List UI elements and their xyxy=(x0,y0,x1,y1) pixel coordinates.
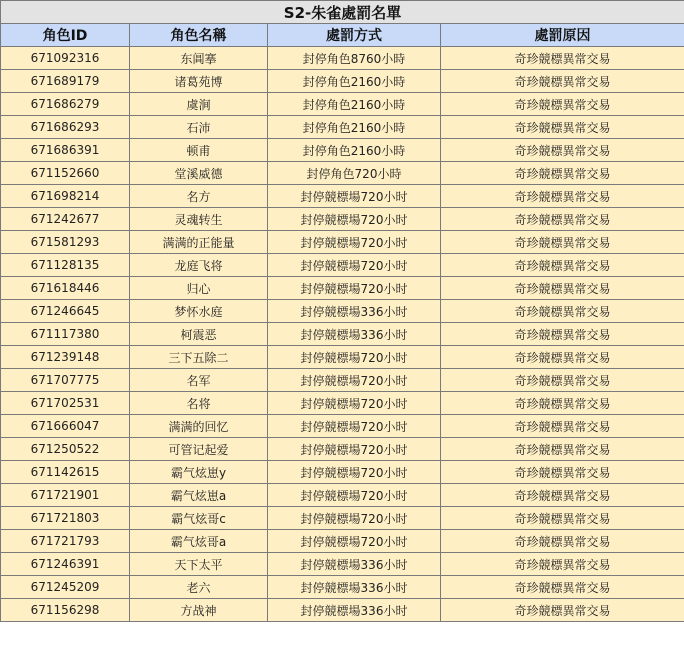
penalty-method-cell: 封停競標場720小时 xyxy=(268,392,441,415)
role-id-cell: 671698214 xyxy=(1,185,130,208)
penalty-reason-cell: 奇珍競標異常交易 xyxy=(441,139,684,162)
role-name-cell: 方战神 xyxy=(130,599,268,622)
table-row xyxy=(1,346,684,369)
role-id-cell: 671092316 xyxy=(1,47,130,70)
penalty-method-cell: 封停競標場336小时 xyxy=(268,599,441,622)
penalty-method-cell: 封停競標場720小时 xyxy=(268,231,441,254)
table-row xyxy=(1,208,684,231)
role-name-cell: 诸葛苑博 xyxy=(130,70,268,93)
penalty-method-cell: 封停角色8760小時 xyxy=(268,47,441,70)
penalty-method-cell: 封停競標場720小时 xyxy=(268,208,441,231)
penalty-method-cell: 封停競標場720小时 xyxy=(268,484,441,507)
table-row xyxy=(1,231,684,254)
role-id-cell: 671707775 xyxy=(1,369,130,392)
penalty-method-cell: 封停競標場720小时 xyxy=(268,530,441,553)
role-name-cell: 霸气炫崽y xyxy=(130,461,268,484)
penalty-method-cell: 封停競標場720小时 xyxy=(268,254,441,277)
role-name-cell: 霸气炫哥c xyxy=(130,507,268,530)
table-row xyxy=(1,369,684,392)
table-row xyxy=(1,599,684,622)
column-header-penalty-method: 處罰方式 xyxy=(268,24,441,47)
role-id-cell: 671245209 xyxy=(1,576,130,599)
role-name-cell: 顿甫 xyxy=(130,139,268,162)
penalty-reason-cell: 奇珍競標異常交易 xyxy=(441,162,684,185)
penalty-method-cell: 封停競標場720小时 xyxy=(268,369,441,392)
table-row xyxy=(1,392,684,415)
role-name-cell: 名军 xyxy=(130,369,268,392)
table-row xyxy=(1,461,684,484)
penalty-method-cell: 封停競標場336小时 xyxy=(268,300,441,323)
penalty-reason-cell: 奇珍競標異常交易 xyxy=(441,576,684,599)
penalty-method-cell: 封停競標場720小时 xyxy=(268,507,441,530)
table-row xyxy=(1,93,684,116)
role-name-cell: 石沛 xyxy=(130,116,268,139)
column-header-penalty-reason: 處罰原因 xyxy=(441,24,684,47)
table-row xyxy=(1,507,684,530)
role-id-cell: 671721803 xyxy=(1,507,130,530)
role-id-cell: 671721793 xyxy=(1,530,130,553)
penalty-method-cell: 封停競標場336小时 xyxy=(268,576,441,599)
penalty-method-cell: 封停角色720小時 xyxy=(268,162,441,185)
table-row xyxy=(1,438,684,461)
table-row xyxy=(1,70,684,93)
role-id-cell: 671152660 xyxy=(1,162,130,185)
penalty-reason-cell: 奇珍競標異常交易 xyxy=(441,185,684,208)
table-row xyxy=(1,576,684,599)
role-name-cell: 柯震恶 xyxy=(130,323,268,346)
penalty-method-cell: 封停角色2160小時 xyxy=(268,93,441,116)
role-name-cell: 名方 xyxy=(130,185,268,208)
role-id-cell: 671721901 xyxy=(1,484,130,507)
role-name-cell: 名将 xyxy=(130,392,268,415)
table-title: S2-朱雀處罰名單 xyxy=(1,1,684,24)
role-id-cell: 671156298 xyxy=(1,599,130,622)
penalty-method-cell: 封停競標場720小时 xyxy=(268,185,441,208)
role-id-cell: 671117380 xyxy=(1,323,130,346)
penalty-reason-cell: 奇珍競標異常交易 xyxy=(441,392,684,415)
penalty-method-cell: 封停競標場336小时 xyxy=(268,323,441,346)
table-row xyxy=(1,277,684,300)
penalty-reason-cell: 奇珍競標異常交易 xyxy=(441,277,684,300)
penalty-reason-cell: 奇珍競標異常交易 xyxy=(441,507,684,530)
penalty-method-cell: 封停競標場720小时 xyxy=(268,438,441,461)
role-name-cell: 天下太平 xyxy=(130,553,268,576)
table-row xyxy=(1,415,684,438)
role-id-cell: 671142615 xyxy=(1,461,130,484)
role-name-cell: 虞涧 xyxy=(130,93,268,116)
penalty-method-cell: 封停競標場336小时 xyxy=(268,553,441,576)
role-name-cell: 霸气炫哥a xyxy=(130,530,268,553)
penalty-reason-cell: 奇珍競標異常交易 xyxy=(441,553,684,576)
penalty-reason-cell: 奇珍競標異常交易 xyxy=(441,208,684,231)
penalty-reason-cell: 奇珍競標異常交易 xyxy=(441,346,684,369)
penalty-reason-cell: 奇珍競標異常交易 xyxy=(441,599,684,622)
role-name-cell: 堂溪威德 xyxy=(130,162,268,185)
penalty-method-cell: 封停角色2160小時 xyxy=(268,70,441,93)
role-id-cell: 671666047 xyxy=(1,415,130,438)
penalty-reason-cell: 奇珍競標異常交易 xyxy=(441,323,684,346)
role-id-cell: 671581293 xyxy=(1,231,130,254)
penalty-reason-cell: 奇珍競標異常交易 xyxy=(441,70,684,93)
role-id-cell: 671686391 xyxy=(1,139,130,162)
role-name-cell: 灵魂转生 xyxy=(130,208,268,231)
role-id-cell: 671246645 xyxy=(1,300,130,323)
penalty-reason-cell: 奇珍競標異常交易 xyxy=(441,415,684,438)
role-name-cell: 梦怀水庭 xyxy=(130,300,268,323)
table-body xyxy=(1,47,684,622)
role-name-cell: 老六 xyxy=(130,576,268,599)
table-row xyxy=(1,47,684,70)
table-row xyxy=(1,484,684,507)
title-row xyxy=(1,1,684,24)
table-row xyxy=(1,162,684,185)
table-row xyxy=(1,530,684,553)
penalty-reason-cell: 奇珍競標異常交易 xyxy=(441,300,684,323)
penalty-reason-cell: 奇珍競標異常交易 xyxy=(441,93,684,116)
penalty-reason-cell: 奇珍競標異常交易 xyxy=(441,254,684,277)
penalty-reason-cell: 奇珍競標異常交易 xyxy=(441,461,684,484)
role-name-cell: 归心 xyxy=(130,277,268,300)
role-name-cell: 霸气炫崽a xyxy=(130,484,268,507)
table-row xyxy=(1,139,684,162)
role-id-cell: 671689179 xyxy=(1,70,130,93)
role-name-cell: 龙庭飞将 xyxy=(130,254,268,277)
role-id-cell: 671686293 xyxy=(1,116,130,139)
column-header-role-id: 角色ID xyxy=(1,24,130,47)
role-name-cell: 满满的回忆 xyxy=(130,415,268,438)
penalty-method-cell: 封停角色2160小時 xyxy=(268,139,441,162)
table-row xyxy=(1,300,684,323)
role-id-cell: 671702531 xyxy=(1,392,130,415)
penalty-method-cell: 封停競標場720小时 xyxy=(268,346,441,369)
role-id-cell: 671242677 xyxy=(1,208,130,231)
penalty-reason-cell: 奇珍競標異常交易 xyxy=(441,231,684,254)
role-id-cell: 671239148 xyxy=(1,346,130,369)
penalty-reason-cell: 奇珍競標異常交易 xyxy=(441,438,684,461)
column-header-role-name: 角色名稱 xyxy=(130,24,268,47)
penalty-reason-cell: 奇珍競標異常交易 xyxy=(441,369,684,392)
role-name-cell: 三下五除二 xyxy=(130,346,268,369)
table-row xyxy=(1,185,684,208)
penalty-method-cell: 封停競標場720小时 xyxy=(268,277,441,300)
table-row xyxy=(1,323,684,346)
role-name-cell: 可管记起爱 xyxy=(130,438,268,461)
role-id-cell: 671618446 xyxy=(1,277,130,300)
table-row xyxy=(1,116,684,139)
role-id-cell: 671686279 xyxy=(1,93,130,116)
penalty-reason-cell: 奇珍競標異常交易 xyxy=(441,116,684,139)
table-row xyxy=(1,553,684,576)
table-row xyxy=(1,254,684,277)
penalty-reason-cell: 奇珍競標異常交易 xyxy=(441,47,684,70)
role-name-cell: 满满的正能量 xyxy=(130,231,268,254)
penalty-method-cell: 封停角色2160小時 xyxy=(268,116,441,139)
penalty-method-cell: 封停競標場720小时 xyxy=(268,461,441,484)
role-id-cell: 671250522 xyxy=(1,438,130,461)
penalty-reason-cell: 奇珍競標異常交易 xyxy=(441,484,684,507)
header-row xyxy=(1,24,684,47)
penalty-reason-cell: 奇珍競標異常交易 xyxy=(441,530,684,553)
role-id-cell: 671246391 xyxy=(1,553,130,576)
penalty-method-cell: 封停競標場720小时 xyxy=(268,415,441,438)
role-id-cell: 671128135 xyxy=(1,254,130,277)
role-name-cell: 东阊搴 xyxy=(130,47,268,70)
